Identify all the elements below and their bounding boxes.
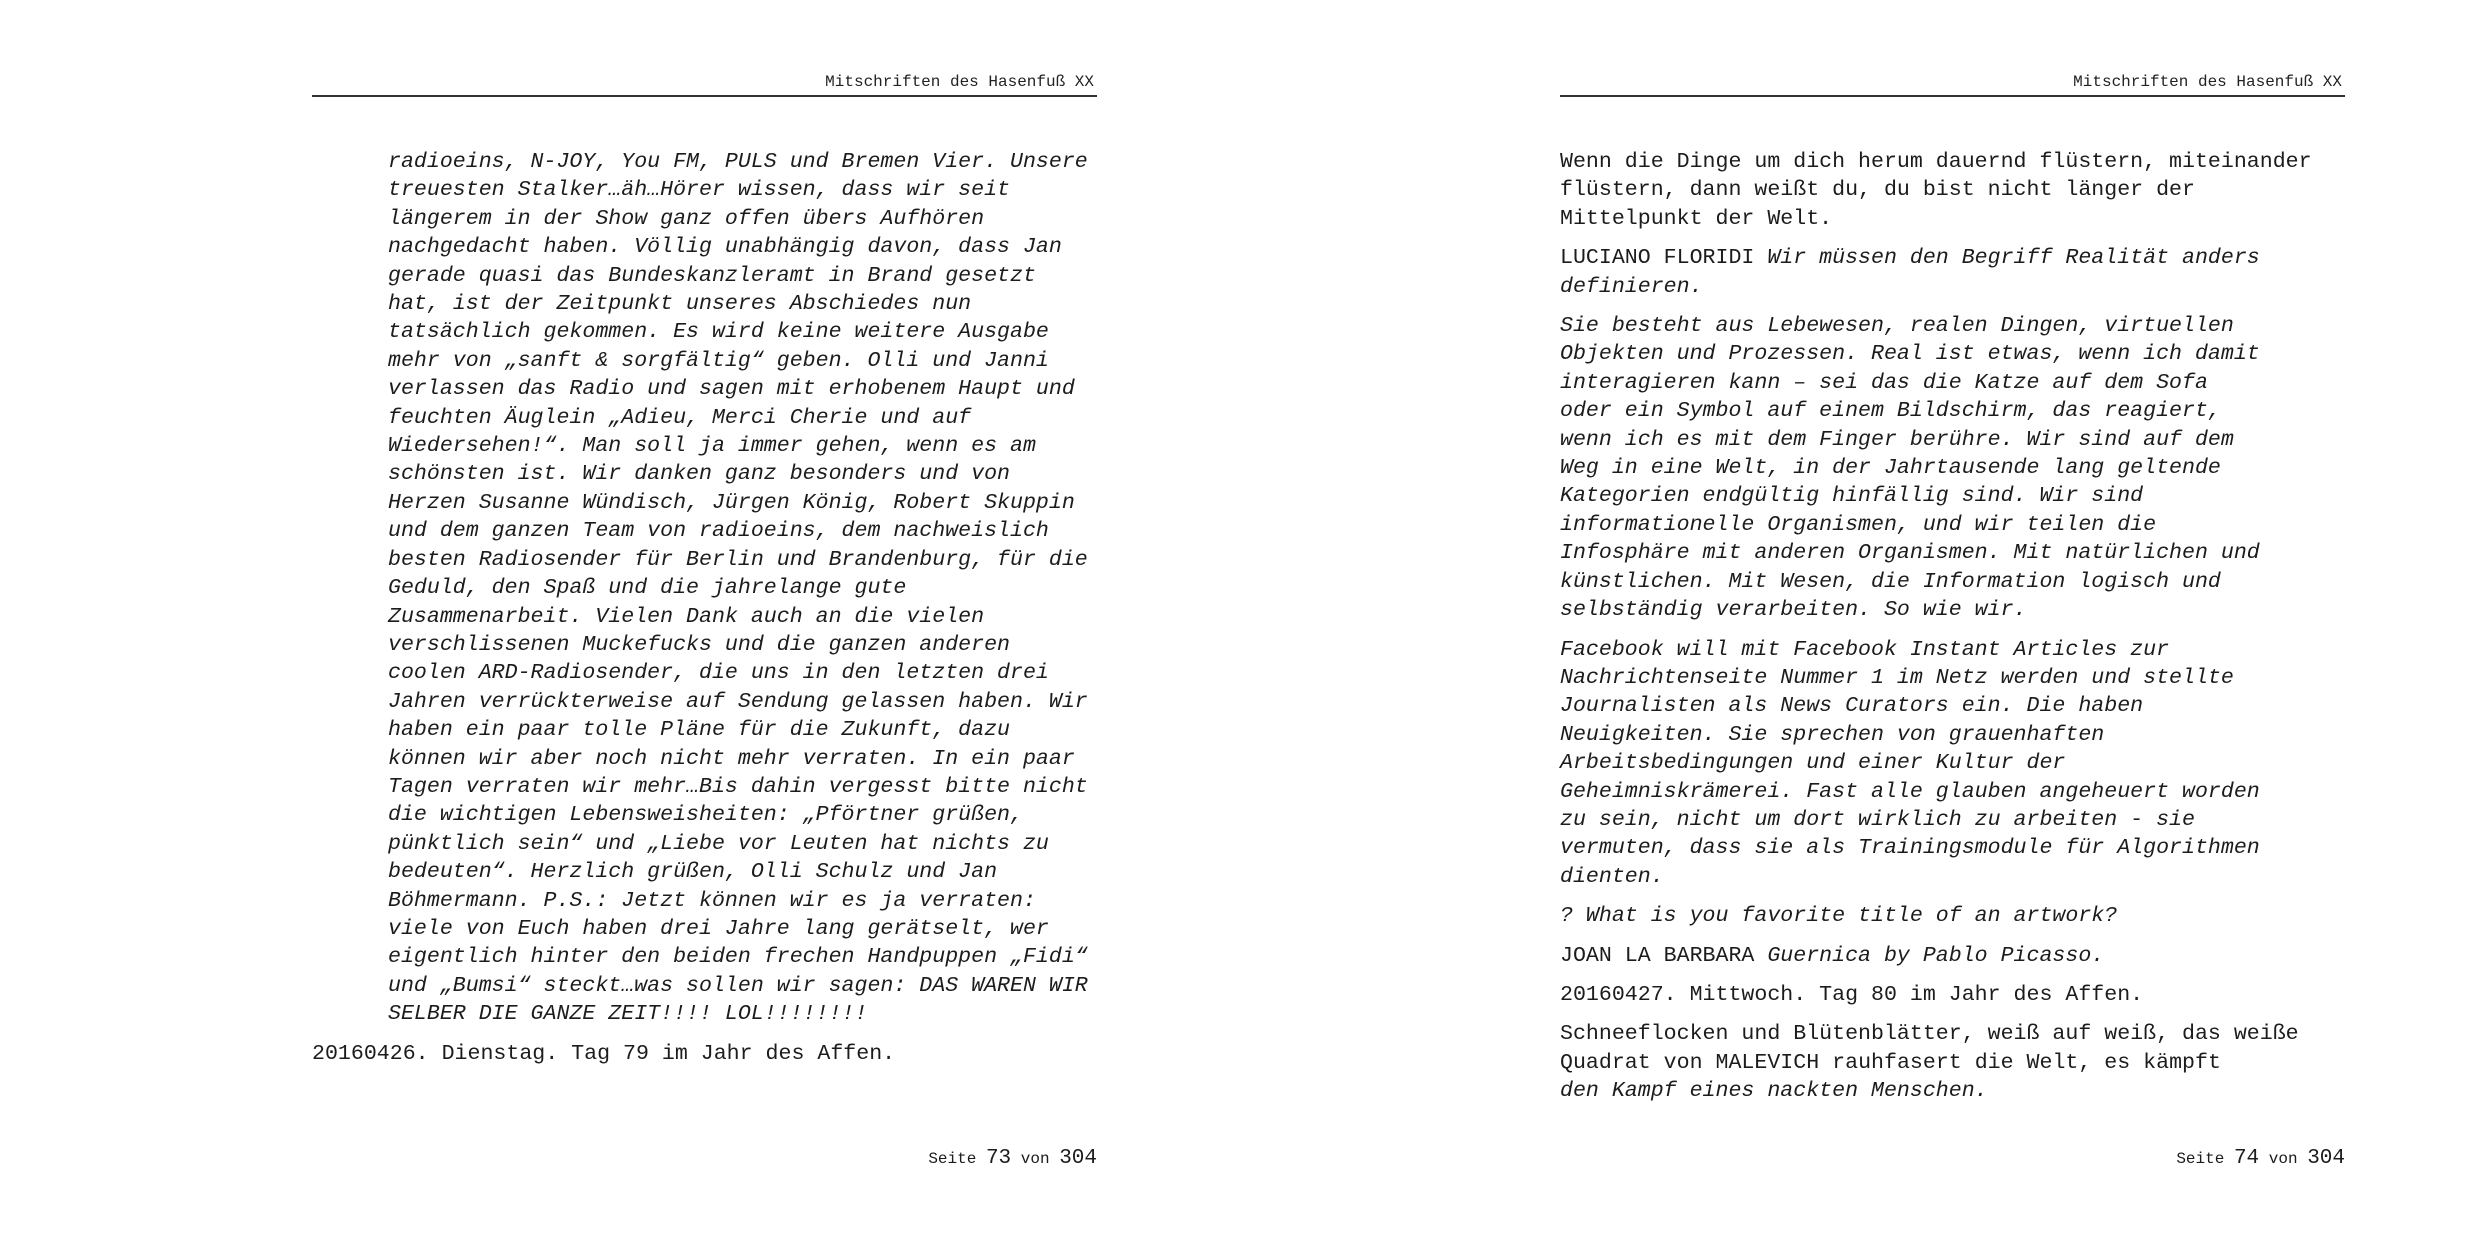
- quote-line: verlassen das Radio und sagen mit erhobenem Haupt und: [388, 377, 1075, 402]
- text-line: Wenn die Dinge um dich herum dauernd flüstern, miteinander: [1560, 150, 2312, 174]
- quote-text: Wir müssen den Begriff Realität anders: [1754, 246, 2260, 271]
- text-line: [1560, 244, 2345, 272]
- quote-line: radioeins, N-JOY, You FM, PULS und Bremen Vier. Unsere: [388, 150, 1088, 174]
- running-header: [1560, 72, 2345, 97]
- text-line: Arbeitsbedingungen und einer Kultur der: [1560, 751, 2066, 776]
- answer-text: Guernica by Pablo Picasso.: [1754, 943, 2105, 968]
- radio-farewell-quote: [312, 148, 1097, 1029]
- quote-line: gerade quasi das Bundeskanzleramt in Brand gesetzt: [388, 263, 1036, 288]
- text-line: Infosphäre mit anderen Organismen. Mit natürlichen und: [1560, 541, 2260, 566]
- page-total: 304: [2307, 1147, 2345, 1170]
- quote-line: tatsächlich gekommen. Es wird keine weitere Ausgabe: [388, 320, 1049, 345]
- quote-line: bedeuten“. Herzlich grüßen, Olli Schulz und Jan: [388, 860, 998, 885]
- paragraph-snowflakes: [1560, 1020, 2345, 1105]
- text-line: Facebook will mit Facebook Instant Articles zur: [1560, 637, 2170, 662]
- quote-line: besten Radiosender für Berlin und Brandenburg, für die: [388, 547, 1088, 572]
- header-title: Mitschriften des Hasenfuß XX: [825, 73, 1094, 91]
- text-line: oder ein Symbol auf einem Bildschirm, das reagiert,: [1560, 399, 2221, 424]
- left-body: [312, 148, 1097, 1079]
- right-body: [1560, 148, 2345, 1106]
- quote-line: haben ein paar tolle Pläne für die Zukunft, dazu: [388, 718, 1011, 743]
- paragraph-whispering-things: [1560, 148, 2345, 233]
- quote-line: Zusammenarbeit. Vielen Dank auch an die vielen: [388, 604, 985, 629]
- text-line: Schneeflocken und Blütenblätter, weiß auf weiß, das weiße: [1560, 1022, 2299, 1047]
- artist-name: MALEVICH: [1715, 1050, 1820, 1075]
- footer-prefix: Seite: [928, 1150, 977, 1168]
- date-entry: 20160427. Mittwoch. Tag 80 im Jahr des Affen.: [1560, 982, 2144, 1007]
- paragraph-la-barbara: [1560, 942, 2345, 970]
- quote-line: die wichtigen Lebensweisheiten: „Pförtner grüßen,: [388, 803, 1023, 828]
- text-line: zu sein, nicht um dort wirklich zu arbeiten - sie: [1560, 807, 2195, 832]
- quote-line: treuesten Stalker…äh…Hörer wissen, dass wir seit: [388, 178, 1011, 203]
- quote-line: SELBER DIE GANZE ZEIT!!!! LOL!!!!!!!!: [388, 1002, 868, 1027]
- quote-line: verschlissenen Muckefucks und die ganzen anderen: [388, 632, 1011, 657]
- text-line: den Kampf eines nackten Menschen.: [1560, 1079, 1988, 1104]
- text-fragment: rauhfasert die Welt, es kämpft: [1819, 1050, 2221, 1075]
- quote-line: Böhmermann. P.S.: Jetzt können wir es ja verraten:: [388, 888, 1036, 913]
- quote-line: können wir aber noch nicht mehr verraten. In ein paar: [388, 746, 1075, 771]
- footer-of: von: [1020, 1150, 1050, 1168]
- quote-line: eigentlich hinter den beiden frechen Handpuppen „Fidi“: [388, 945, 1088, 970]
- text-line: [1560, 1049, 2345, 1077]
- paragraph-floridi: [1560, 244, 2345, 301]
- text-line: Sie besteht aus Lebewesen, realen Dingen, virtuellen: [1560, 314, 2234, 339]
- text-fragment: Quadrat von: [1560, 1050, 1716, 1075]
- footer-of: von: [2268, 1150, 2298, 1168]
- quote-line: und „Bumsi“ steckt…was sollen wir sagen: DAS WAREN WIR: [388, 973, 1088, 998]
- text-line: künstlichen. Mit Wesen, die Information logisch und: [1560, 569, 2221, 594]
- text-line: flüstern, dann weißt du, du bist nicht länger der: [1560, 178, 2195, 203]
- quote-line: Wiedersehen!“. Man soll ja immer gehen, wenn es am: [388, 434, 1036, 459]
- text-line: Nachrichtenseite Nummer 1 im Netz werden und stellte: [1560, 665, 2234, 690]
- date-entry: 20160426. Dienstag. Tag 79 im Jahr des Affen.: [312, 1041, 896, 1066]
- quote-line: und dem ganzen Team von radioeins, dem nachweislich: [388, 519, 1049, 544]
- quote-line: Herzen Susanne Wündisch, Jürgen König, Robert Skuppin: [388, 490, 1075, 515]
- left-page: [312, 0, 1097, 1240]
- text-line: Geheimniskrämerei. Fast alle glauben angeheuert worden: [1560, 779, 2260, 804]
- paragraph-reality: [1560, 312, 2345, 624]
- quote-line: Tagen verraten wir mehr…Bis dahin vergesst bitte nicht: [388, 774, 1088, 799]
- paragraph-facebook: [1560, 636, 2345, 892]
- page-footer: [312, 1146, 1097, 1172]
- quote-line: viele von Euch haben drei Jahre lang gerätselt, wer: [388, 916, 1049, 941]
- page-footer: [1560, 1146, 2345, 1172]
- text-line: Weg in eine Welt, in der Jahrtausende lang geltende: [1560, 456, 2221, 481]
- footer-prefix: Seite: [2176, 1150, 2225, 1168]
- quote-line: feuchten Äuglein „Adieu, Merci Cherie und auf: [388, 405, 972, 430]
- right-page: [1560, 0, 2345, 1240]
- text-line: informationelle Organismen, und wir teilen die: [1560, 512, 2157, 537]
- page-number: 73: [985, 1147, 1012, 1170]
- text-line: Neuigkeiten. Sie sprechen von grauenhaften: [1560, 722, 2105, 747]
- text-line: selbständig verarbeiten. So wie wir.: [1560, 598, 2027, 623]
- text-line: Journalisten als News Curators ein. Die haben: [1560, 694, 2144, 719]
- page-number: 74: [2233, 1147, 2260, 1170]
- text-line: Mittelpunkt der Welt.: [1560, 206, 1833, 231]
- quote-line: schönsten ist. Wir danken ganz besonders und von: [388, 462, 1011, 487]
- quote-line: nachgedacht haben. Völlig unabhängig davon, dass Jan: [388, 235, 1062, 260]
- speaker-name: LUCIANO FLORIDI: [1560, 246, 1755, 271]
- text-line: vermuten, dass sie als Trainingsmodule für Algorithmen: [1560, 836, 2260, 861]
- quote-line: längerem in der Show ganz offen übers Aufhören: [388, 206, 985, 231]
- text-line: Kategorien endgültig hinfällig sind. Wir sind: [1560, 484, 2144, 509]
- text-line: wenn ich es mit dem Finger berühre. Wir sind auf dem: [1560, 427, 2234, 452]
- page-total: 304: [1059, 1147, 1097, 1170]
- quote-line: pünktlich sein“ und „Liebe vor Leuten hat nichts zu: [388, 831, 1049, 856]
- speaker-name: JOAN LA BARBARA: [1560, 943, 1755, 968]
- text-line: Objekten und Prozessen. Real ist etwas, wenn ich damit: [1560, 342, 2260, 367]
- text-line: dienten.: [1560, 864, 1664, 889]
- quote-line: Jahren verrückterweise auf Sendung gelassen haben. Wir: [388, 689, 1088, 714]
- running-header: [312, 72, 1097, 97]
- text-line: interagieren kann – sei das die Katze auf dem Sofa: [1560, 370, 2208, 395]
- text-line: definieren.: [1560, 274, 1703, 299]
- quote-line: mehr von „sanft & sorgfältig“ geben. Olli und Janni: [388, 348, 1049, 373]
- quote-line: Geduld, den Spaß und die jahrelange gute: [388, 576, 907, 601]
- question-artwork: ? What is you favorite title of an artwork?: [1560, 904, 2118, 929]
- quote-line: hat, ist der Zeitpunkt unseres Abschiedes nun: [388, 292, 972, 317]
- quote-line: coolen ARD-Radiosender, die uns in den letzten drei: [388, 661, 1049, 686]
- header-title: Mitschriften des Hasenfuß XX: [2073, 73, 2342, 91]
